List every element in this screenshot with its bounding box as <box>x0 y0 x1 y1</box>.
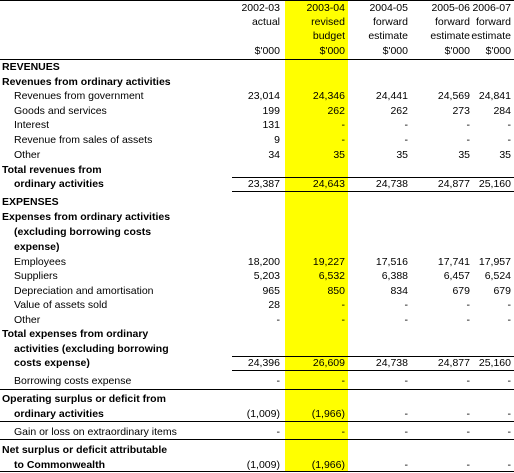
cell-value: - <box>404 299 408 311</box>
row-label: Other <box>14 149 41 161</box>
cell-value: 25,160 <box>478 178 511 190</box>
row-label: expense) <box>14 241 60 253</box>
column-header-unit: $'000 <box>254 45 280 57</box>
cell-value: 24,738 <box>375 357 408 369</box>
column-header-year: 2002-03 <box>241 2 280 14</box>
row-label: Interest <box>14 119 50 131</box>
column-header-unit: $'000 <box>444 45 470 57</box>
table-row <box>0 225 514 240</box>
column-header-year: 2004-05 <box>369 2 408 14</box>
cell-value: - <box>341 134 345 146</box>
cell-value: 24,569 <box>437 90 470 102</box>
table-row <box>0 284 514 299</box>
table-row <box>0 195 514 210</box>
cell-value: 24,738 <box>375 178 408 190</box>
cell-value: 24,346 <box>312 90 345 102</box>
divider-line <box>0 421 514 422</box>
table-row <box>0 75 514 90</box>
cell-value: 199 <box>262 105 280 117</box>
row-label: Goods and services <box>14 105 107 117</box>
divider-line <box>0 439 514 440</box>
cell-value: - <box>404 134 408 146</box>
column-header-line2: revised <box>311 16 345 28</box>
cell-value: - <box>404 314 408 326</box>
cell-value: 18,200 <box>247 256 280 268</box>
row-label: Revenues from ordinary activities <box>2 76 171 88</box>
row-label: costs expense) <box>14 357 90 369</box>
cell-value: 262 <box>327 105 345 117</box>
table-row <box>0 374 514 389</box>
cell-value: - <box>341 426 345 438</box>
cell-value: 24,877 <box>437 178 470 190</box>
table-row <box>0 269 514 284</box>
cell-value: - <box>404 119 408 131</box>
table-row <box>0 298 514 313</box>
table-row <box>0 60 514 75</box>
column-header-line3: estimate <box>430 30 470 42</box>
table-row <box>0 104 514 119</box>
cell-value: - <box>466 459 470 471</box>
cell-value: 23,387 <box>247 178 280 190</box>
table-row <box>0 342 514 357</box>
cell-value: 6,388 <box>381 270 408 282</box>
cell-value: (1,966) <box>311 459 345 471</box>
column-header-line2: forward <box>372 16 408 28</box>
cell-value: - <box>507 375 511 387</box>
cell-value: 23,014 <box>247 90 280 102</box>
cell-value: - <box>276 375 280 387</box>
cell-value: 262 <box>390 105 408 117</box>
cell-value: - <box>276 314 280 326</box>
table-row <box>0 133 514 148</box>
cell-value: - <box>341 314 345 326</box>
cell-value: 679 <box>452 285 470 297</box>
row-label: ordinary activities <box>14 408 104 420</box>
cell-value: (1,009) <box>246 459 280 471</box>
cell-value: 24,643 <box>312 178 345 190</box>
cell-value: 26,609 <box>312 357 345 369</box>
column-header-line3: estimate <box>471 30 511 42</box>
row-label: Expenses from ordinary activities <box>2 211 171 223</box>
row-label: Other <box>14 314 41 326</box>
cell-value: 17,741 <box>437 256 470 268</box>
column-header-unit: $'000 <box>319 45 345 57</box>
cell-value: 35 <box>396 149 408 161</box>
row-label: Total revenues from <box>2 164 102 176</box>
table-row <box>0 327 514 342</box>
table-row <box>0 210 514 225</box>
row-label: Borrowing costs expense <box>14 375 132 387</box>
cell-value: - <box>507 459 511 471</box>
cell-value: - <box>466 299 470 311</box>
row-label: EXPENSES <box>2 196 59 208</box>
cell-value: 6,457 <box>443 270 470 282</box>
row-label: Total expenses from ordinary <box>2 328 149 340</box>
cell-value: 5,203 <box>253 270 280 282</box>
cell-value: 131 <box>262 119 280 131</box>
row-label: Employees <box>14 256 66 268</box>
row-label: (excluding borrowing costs <box>14 226 152 238</box>
table-row <box>0 89 514 104</box>
cell-value: - <box>341 119 345 131</box>
table-row <box>0 425 514 440</box>
cell-value: 24,441 <box>375 90 408 102</box>
cell-value: - <box>276 426 280 438</box>
column-header-year: 2005-06 <box>431 2 470 14</box>
cell-value: 273 <box>452 105 470 117</box>
row-label: Depreciation and amortisation <box>14 285 154 297</box>
table-row <box>0 392 514 407</box>
divider-line <box>0 0 514 1</box>
cell-value: 24,877 <box>437 357 470 369</box>
cell-value: - <box>466 408 470 420</box>
table-row <box>0 356 514 371</box>
cell-value: 9 <box>274 134 280 146</box>
divider-line <box>232 177 514 178</box>
table-row <box>0 255 514 270</box>
cell-value: 28 <box>268 299 280 311</box>
cell-value: (1,966) <box>311 408 345 420</box>
table-row <box>0 407 514 422</box>
cell-value: - <box>507 426 511 438</box>
row-label: Revenues from government <box>14 90 144 102</box>
row-label: activities (excluding borrowing <box>14 343 169 355</box>
table-row <box>0 118 514 133</box>
cell-value: - <box>507 408 511 420</box>
table-row <box>0 443 514 458</box>
cell-value: 284 <box>493 105 511 117</box>
column-header-line3: estimate <box>368 30 408 42</box>
cell-value: - <box>507 314 511 326</box>
cell-value: - <box>404 375 408 387</box>
column-header-line2: actual <box>251 16 280 28</box>
cell-value: 24,841 <box>478 90 511 102</box>
cell-value: 679 <box>493 285 511 297</box>
cell-value: 6,532 <box>318 270 345 282</box>
row-label: ordinary activities <box>14 178 104 190</box>
cell-value: - <box>404 408 408 420</box>
table-row <box>0 313 514 328</box>
cell-value: 35 <box>499 149 511 161</box>
column-header-year: 2006-07 <box>472 2 511 14</box>
row-label: REVENUES <box>2 61 60 73</box>
table-row <box>0 148 514 163</box>
cell-value: (1,009) <box>246 408 280 420</box>
divider-line <box>232 370 514 371</box>
divider-line <box>0 389 514 390</box>
cell-value: 35 <box>333 149 345 161</box>
row-label: Operating surplus or deficit from <box>2 393 166 405</box>
cell-value: 850 <box>327 285 345 297</box>
row-label: Net surplus or deficit attributable <box>2 444 168 456</box>
cell-value: - <box>466 314 470 326</box>
cell-value: 35 <box>458 149 470 161</box>
cell-value: - <box>466 375 470 387</box>
cell-value: 965 <box>262 285 280 297</box>
divider-line <box>232 356 514 357</box>
cell-value: 6,524 <box>484 270 511 282</box>
cell-value: 25,160 <box>478 357 511 369</box>
column-header-line2: forward <box>434 16 470 28</box>
cell-value: - <box>341 299 345 311</box>
column-header-unit: $'000 <box>382 45 408 57</box>
table-row <box>0 163 514 178</box>
table-row <box>0 240 514 255</box>
cell-value: - <box>341 375 345 387</box>
divider-line <box>232 191 514 192</box>
row-label: to Commonwealth <box>14 459 105 471</box>
cell-value: - <box>466 119 470 131</box>
row-label: Suppliers <box>14 270 58 282</box>
column-header-unit: $'000 <box>485 45 511 57</box>
cell-value: 17,516 <box>375 256 408 268</box>
cell-value: - <box>404 459 408 471</box>
table-row <box>0 177 514 192</box>
cell-value: - <box>466 134 470 146</box>
cell-value: - <box>466 426 470 438</box>
cell-value: 24,396 <box>247 357 280 369</box>
cell-value: - <box>507 134 511 146</box>
row-label: Revenue from sales of assets <box>14 134 153 146</box>
row-label: Gain or loss on extraordinary items <box>14 426 177 438</box>
divider-line <box>0 59 514 60</box>
column-header-line2: forward <box>475 16 511 28</box>
column-header-line3: budget <box>312 30 345 42</box>
cell-value: - <box>507 299 511 311</box>
row-label: Value of assets sold <box>14 299 108 311</box>
cell-value: - <box>507 119 511 131</box>
cell-value: 19,227 <box>312 256 345 268</box>
column-header-year: 2003-04 <box>306 2 345 14</box>
cell-value: 834 <box>390 285 408 297</box>
cell-value: 34 <box>268 149 280 161</box>
cell-value: - <box>404 426 408 438</box>
cell-value: 17,957 <box>478 256 511 268</box>
